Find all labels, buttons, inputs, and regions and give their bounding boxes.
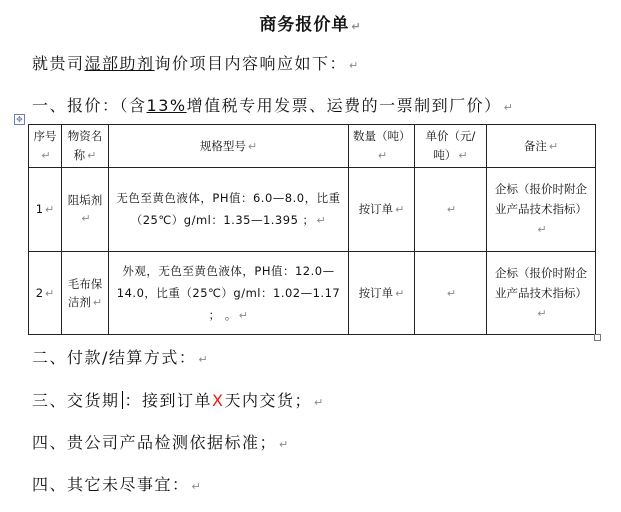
header-price: 单价（元/吨） ↵ [415,125,487,168]
cell-name[interactable]: 毛布保洁剂 ↵ [62,252,109,335]
table-row [29,252,596,335]
text-cursor [122,391,123,409]
header-spec: 规格型号 ↵ [109,125,349,168]
paragraph-mark: ↵ [314,396,325,409]
header-no: 序号↵ [29,125,62,168]
tax-rate: 13% [146,96,187,115]
paragraph-mark: ↵ [351,20,362,33]
header-remark: 备注 ↵ [487,125,596,168]
cell-no[interactable]: 1 ↵ [29,168,62,252]
cell-remark[interactable]: 企标（报价时附企业产品技术指标） ↵ [487,168,596,252]
standard-line: 四、贵公司产品检测依据标准； ↵ [32,433,290,452]
payment-line: 二、付款/结算方式： ↵ [32,348,210,367]
cell-price[interactable]: ↵ [415,252,487,335]
paragraph-mark: ↵ [503,101,515,114]
table-row [29,168,596,252]
cell-name[interactable]: 阻垢剂↵ [62,168,109,252]
table-move-handle-icon[interactable]: ✥ [14,114,25,125]
cell-qty[interactable]: 按订单 ↵ [349,168,415,252]
delivery-days-placeholder: X [212,391,225,410]
paragraph-mark: ↵ [198,353,210,366]
quote-heading: 一、报价：（含13%增值税专用发票、运费的一票制到厂价） ↵ [32,96,515,115]
delivery-line: 三、交货期 ：接到订单X天内交货； ↵ [32,391,325,410]
product-name: 湿部助剂 [84,54,155,73]
cell-remark[interactable]: 企标（报价时附企业产品技术指标）↵ [487,252,596,335]
cell-no[interactable]: 2 ↵ [29,252,62,335]
cell-price[interactable]: ↵ [415,168,487,252]
other-line: 四、其它未尽事宜： ↵ [32,475,203,494]
table-header-row [29,125,596,168]
table-resize-handle[interactable] [594,334,601,341]
cell-spec[interactable]: 无色至黄色液体，PH值：6.0—8.0，比重（25℃）g/ml：1.35—1.395 ； ↵ [109,168,349,252]
header-qty: 数量（吨）↵ [349,125,415,168]
document-title: 商务报价单 ↵ [259,15,362,35]
cell-qty[interactable]: 按订单 ↵ [349,252,415,335]
header-name: 物资名称 ↵ [62,125,109,168]
paragraph-mark: ↵ [191,480,203,493]
paragraph-mark: ↵ [279,438,290,451]
intro-line: 就贵司湿部助剂询价项目内容响应如下： ↵ [32,54,360,73]
cell-spec[interactable]: 外观，无色至黄色液体，PH值：12.0—14.0，比重（25℃）g/ml：1.02—1.17 ； 。 ↵ [109,252,349,335]
quote-table [28,124,596,335]
paragraph-mark: ↵ [349,59,360,72]
